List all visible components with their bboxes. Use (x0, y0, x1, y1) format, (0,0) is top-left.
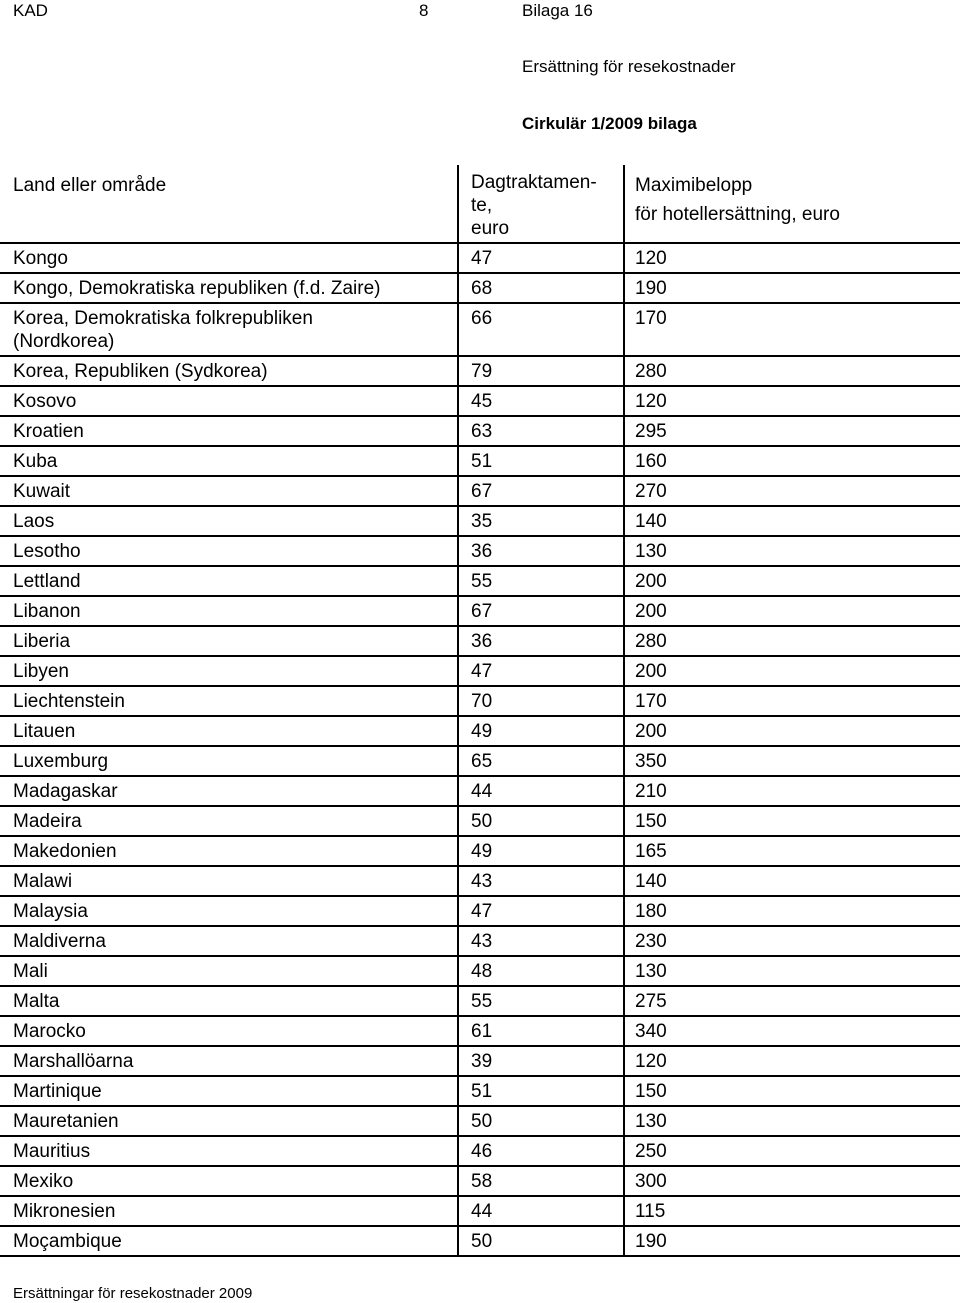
country-cell: Malawi (0, 866, 458, 896)
hotel-max-cell: 140 (624, 506, 960, 536)
country-cell: Litauen (0, 716, 458, 746)
daily-allowance-cell: 47 (458, 896, 624, 926)
hotel-max-cell: 180 (624, 896, 960, 926)
table-row (0, 1196, 960, 1226)
hotel-max-cell: 115 (624, 1196, 960, 1226)
hotel-max-cell: 280 (624, 626, 960, 656)
column-header-hotel-max: Maximibelopp för hotellersättning, euro (624, 165, 960, 243)
table-row (0, 243, 960, 273)
daily-allowance-cell: 43 (458, 926, 624, 956)
daily-allowance-cell: 51 (458, 1076, 624, 1106)
hotel-max-cell: 170 (624, 686, 960, 716)
table-row (0, 896, 960, 926)
table-row (0, 626, 960, 656)
hotel-max-cell: 350 (624, 746, 960, 776)
table-row (0, 776, 960, 806)
daily-allowance-cell: 55 (458, 986, 624, 1016)
daily-allowance-cell: 50 (458, 806, 624, 836)
table-row (0, 806, 960, 836)
table-row (0, 1136, 960, 1166)
daily-allowance-cell: 49 (458, 836, 624, 866)
table-row (0, 1076, 960, 1106)
country-cell: Laos (0, 506, 458, 536)
country-cell: Lesotho (0, 536, 458, 566)
table-row (0, 866, 960, 896)
hotel-max-cell: 150 (624, 1076, 960, 1106)
column-header-country: Land eller område (0, 165, 458, 243)
hotel-max-cell: 300 (624, 1166, 960, 1196)
hotel-max-cell: 200 (624, 656, 960, 686)
country-cell: Libyen (0, 656, 458, 686)
table-row (0, 986, 960, 1016)
hotel-max-cell: 280 (624, 356, 960, 386)
column-header-daily-allowance: Dagtraktamen- te, euro (458, 165, 624, 243)
table-row (0, 836, 960, 866)
country-cell: Malta (0, 986, 458, 1016)
table-row (0, 926, 960, 956)
country-cell: Korea, Republiken (Sydkorea) (0, 356, 458, 386)
hotel-max-cell: 190 (624, 1226, 960, 1256)
country-cell: Madagaskar (0, 776, 458, 806)
country-cell: Liechtenstein (0, 686, 458, 716)
daily-allowance-cell: 61 (458, 1016, 624, 1046)
hotel-max-cell: 210 (624, 776, 960, 806)
hotel-max-cell: 140 (624, 866, 960, 896)
country-cell: Mauretanien (0, 1106, 458, 1136)
hotel-max-cell: 295 (624, 416, 960, 446)
daily-allowance-cell: 63 (458, 416, 624, 446)
daily-allowance-cell: 68 (458, 273, 624, 303)
daily-allowance-cell: 55 (458, 566, 624, 596)
country-cell: Mauritius (0, 1136, 458, 1166)
daily-allowance-cell: 48 (458, 956, 624, 986)
table-row (0, 746, 960, 776)
country-cell: Kongo (0, 243, 458, 273)
table-row (0, 506, 960, 536)
table-row (0, 386, 960, 416)
daily-allowance-cell: 46 (458, 1136, 624, 1166)
daily-allowance-cell: 51 (458, 446, 624, 476)
hotel-max-cell: 165 (624, 836, 960, 866)
country-cell: Kongo, Demokratiska republiken (f.d. Zaire) (0, 273, 458, 303)
daily-allowance-cell: 70 (458, 686, 624, 716)
hotel-max-cell: 340 (624, 1016, 960, 1046)
daily-allowance-cell: 43 (458, 866, 624, 896)
daily-allowance-cell: 50 (458, 1106, 624, 1136)
hotel-max-cell: 120 (624, 1046, 960, 1076)
daily-allowance-cell: 58 (458, 1166, 624, 1196)
circular-title: Cirkulär 1/2009 bilaga (522, 114, 697, 133)
country-cell: Liberia (0, 626, 458, 656)
table-row (0, 1106, 960, 1136)
country-cell: Kosovo (0, 386, 458, 416)
country-cell: Korea, Demokratiska folkrepubliken (Nordkorea) (0, 303, 458, 356)
country-cell: Maldiverna (0, 926, 458, 956)
daily-allowance-cell: 67 (458, 596, 624, 626)
table-row (0, 446, 960, 476)
table-row (0, 956, 960, 986)
hotel-max-cell: 270 (624, 476, 960, 506)
hotel-max-cell: 250 (624, 1136, 960, 1166)
table-row (0, 1166, 960, 1196)
daily-allowance-cell: 35 (458, 506, 624, 536)
table-row (0, 416, 960, 446)
country-cell: Mexiko (0, 1166, 458, 1196)
table-row (0, 656, 960, 686)
country-cell: Madeira (0, 806, 458, 836)
page-number: 8 (419, 1, 429, 20)
allowance-table (0, 165, 960, 1257)
country-cell: Lettland (0, 566, 458, 596)
hotel-max-cell: 230 (624, 926, 960, 956)
hotel-max-cell: 160 (624, 446, 960, 476)
table-row (0, 1226, 960, 1256)
hotel-max-cell: 275 (624, 986, 960, 1016)
hotel-max-cell: 130 (624, 536, 960, 566)
table-row (0, 716, 960, 746)
daily-allowance-cell: 49 (458, 716, 624, 746)
country-cell: Malaysia (0, 896, 458, 926)
hotel-max-cell: 130 (624, 1106, 960, 1136)
country-cell: Luxemburg (0, 746, 458, 776)
page-footer: Ersättningar för resekostnader 2009 (13, 1285, 253, 1302)
country-cell: Mali (0, 956, 458, 986)
appendix-label: Bilaga 16 (522, 1, 593, 20)
hotel-max-cell: 200 (624, 716, 960, 746)
country-cell: Mikronesien (0, 1196, 458, 1226)
country-cell: Moçambique (0, 1226, 458, 1256)
table-row (0, 303, 960, 356)
daily-allowance-cell: 50 (458, 1226, 624, 1256)
country-cell: Makedonien (0, 836, 458, 866)
daily-allowance-cell: 36 (458, 626, 624, 656)
daily-allowance-cell: 66 (458, 303, 624, 356)
daily-allowance-cell: 45 (458, 386, 624, 416)
daily-allowance-cell: 47 (458, 243, 624, 273)
header-left: KAD (13, 1, 48, 20)
daily-allowance-cell: 79 (458, 356, 624, 386)
document-subtitle: Ersättning för resekostnader (522, 57, 736, 76)
daily-allowance-cell: 44 (458, 776, 624, 806)
table-row (0, 566, 960, 596)
country-cell: Kuwait (0, 476, 458, 506)
hotel-max-cell: 200 (624, 566, 960, 596)
country-cell: Kroatien (0, 416, 458, 446)
table-row (0, 1016, 960, 1046)
country-cell: Marocko (0, 1016, 458, 1046)
country-cell: Martinique (0, 1076, 458, 1106)
table-row (0, 273, 960, 303)
hotel-max-cell: 200 (624, 596, 960, 626)
country-cell: Kuba (0, 446, 458, 476)
table-row (0, 476, 960, 506)
daily-allowance-cell: 47 (458, 656, 624, 686)
table-row (0, 596, 960, 626)
hotel-max-cell: 190 (624, 273, 960, 303)
table-row (0, 356, 960, 386)
country-cell: Libanon (0, 596, 458, 626)
daily-allowance-cell: 65 (458, 746, 624, 776)
country-cell: Marshallöarna (0, 1046, 458, 1076)
table-header-row (0, 165, 960, 243)
daily-allowance-cell: 67 (458, 476, 624, 506)
hotel-max-cell: 120 (624, 243, 960, 273)
table-row (0, 686, 960, 716)
hotel-max-cell: 150 (624, 806, 960, 836)
table-row (0, 1046, 960, 1076)
hotel-max-cell: 170 (624, 303, 960, 356)
daily-allowance-cell: 39 (458, 1046, 624, 1076)
table-row (0, 536, 960, 566)
daily-allowance-cell: 44 (458, 1196, 624, 1226)
daily-allowance-cell: 36 (458, 536, 624, 566)
hotel-max-cell: 120 (624, 386, 960, 416)
hotel-max-cell: 130 (624, 956, 960, 986)
